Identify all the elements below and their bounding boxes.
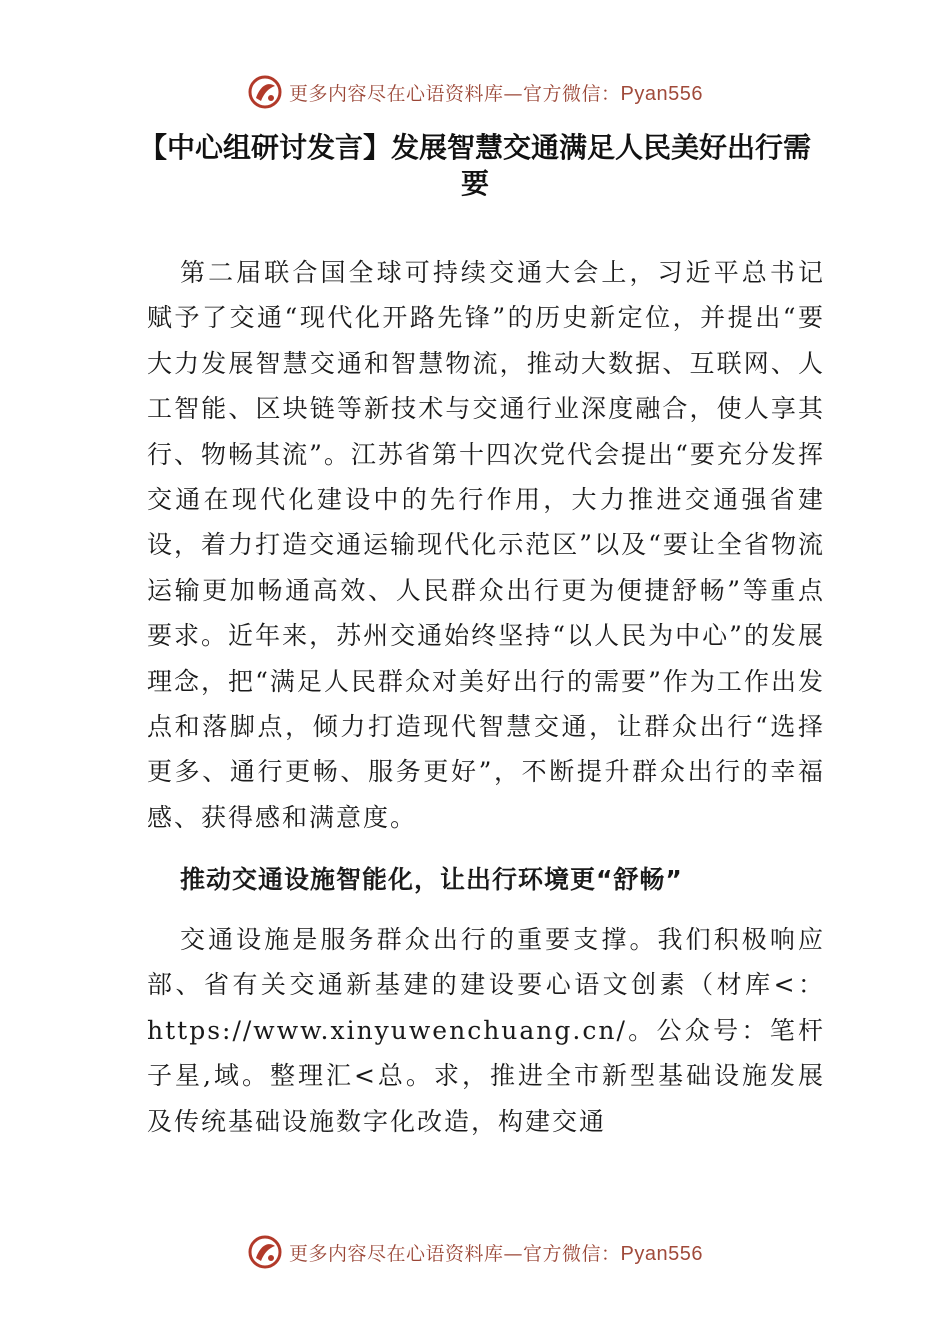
paragraph-2: 交通设施是服务群众出行的重要支撑。我们积极响应部、省有关交通新基建的建设要心语文创素（材库<：https://www.xinyuwenchuang.cn/。公众号：笔杆子星,域。整理汇<总。求，推进全市新型基础设施发展及传统基础设施数字化改造，构建交通 bbox=[147, 925, 825, 1136]
section-heading: 推动交通设施智能化，让出行环境更“舒畅” bbox=[180, 865, 683, 894]
footer-banner bbox=[0, 1230, 950, 1274]
footer-banner-text: 更多内容尽在心语资料库—官方微信：Pyan556 bbox=[289, 1242, 703, 1265]
header-banner-text: 更多内容尽在心语资料库—官方微信：Pyan556 bbox=[289, 82, 703, 105]
footer-wechat-id: Pyan556 bbox=[620, 1242, 703, 1265]
page-title: 【中心组研讨发言】发展智慧交通满足人民美好出行需要 bbox=[138, 131, 811, 200]
header-wechat-id: Pyan556 bbox=[620, 82, 703, 105]
header-banner bbox=[0, 70, 950, 114]
paragraph-1: 第二届联合国全球可持续交通大会上，习近平总书记赋予了交通“现代化开路先锋”的历史新定位，并提出“要大力发展智慧交通和智慧物流，推动大数据、互联网、人工智能、区块链等新技术与交通行业深度融合，使人享其行、物畅其流”。江苏省第十四次党代会提出“要充分发挥交通在现代化建设中的先行作用，大力推进交通强省建设，着力打造交通运输现代化示范区”以及“要让全省物流运输更加畅通高效、人民群众出行更为便捷舒畅”等重点要求。近年来，苏州交通始终坚持“以人民为中心”的发展理念，把“满足人民群众对美好出行的需要”作为工作出发点和落脚点，倾力打造现代智慧交通，让群众出行“选择更多、通行更畅、服务更好”，不断提升群众出行的幸福感、获得感和满意度。 bbox=[147, 258, 825, 832]
seal-logo-icon bbox=[247, 74, 283, 110]
seal-logo-icon bbox=[247, 1234, 283, 1270]
